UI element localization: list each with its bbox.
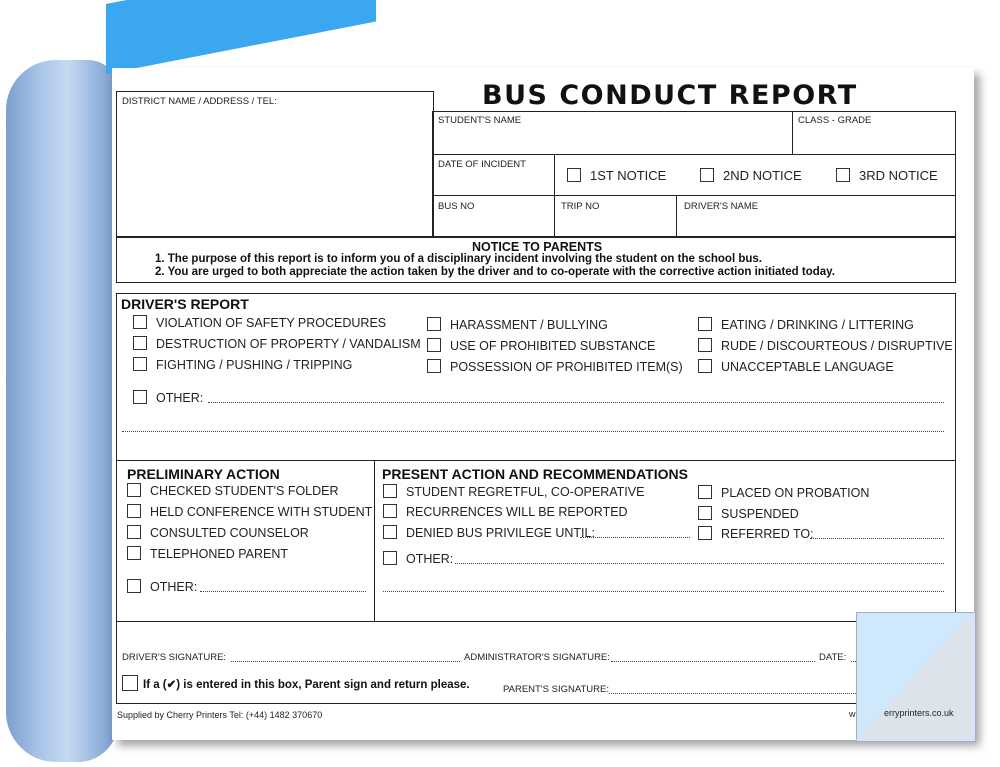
report-option[interactable]: USE OF PROHIBITED SUBSTANCE — [427, 338, 655, 353]
present-option[interactable]: SUSPENDED — [698, 506, 799, 521]
student-name-label: STUDENT'S NAME — [438, 115, 522, 126]
present-other-line-2[interactable] — [383, 591, 944, 592]
administrators-signature-line[interactable] — [611, 661, 815, 662]
parent-return-note: If a (✔) is entered in this box, Parent sign and return please. — [143, 679, 470, 691]
form-title: BUS CONDUCT REPORT — [482, 80, 858, 111]
present-other-line[interactable] — [455, 563, 944, 564]
report-option[interactable]: EATING / DRINKING / LITTERING — [698, 317, 914, 332]
supplier-footer: Supplied by Cherry Printers Tel: (+44) 1482 370670 — [117, 710, 323, 720]
present-other-checkbox[interactable]: OTHER: — [383, 551, 453, 566]
notice-2nd-checkbox[interactable]: 2ND NOTICE — [700, 168, 802, 183]
district-box[interactable] — [116, 91, 434, 238]
bus-no-label: BUS NO — [438, 201, 475, 212]
report-option[interactable]: HARASSMENT / BULLYING — [427, 317, 608, 332]
parents-signature-label: PARENT'S SIGNATURE: — [503, 684, 609, 695]
notice-heading: NOTICE TO PARENTS — [472, 240, 603, 254]
notice-line-1: 1. The purpose of this report is to inform you of a disciplinary incident involving the student on the school bus. — [155, 253, 762, 265]
report-option[interactable]: FIGHTING / PUSHING / TRIPPING — [133, 357, 352, 372]
drivers-signature-label: DRIVER'S SIGNATURE: — [122, 652, 227, 663]
present-option[interactable]: RECURRENCES WILL BE REPORTED — [383, 504, 628, 519]
referred-to-line[interactable] — [810, 538, 944, 539]
present-action-heading: PRESENT ACTION AND RECOMMENDATIONS — [382, 466, 688, 482]
present-option[interactable]: DENIED BUS PRIVILEGE UNTIL: — [383, 525, 595, 540]
report-option[interactable]: VIOLATION OF SAFETY PROCEDURES — [133, 315, 386, 330]
class-grade-label: CLASS - GRADE — [798, 115, 872, 126]
bus-privilege-until-line[interactable] — [580, 537, 690, 538]
report-other-line[interactable] — [208, 402, 944, 403]
preliminary-option[interactable]: TELEPHONED PARENT — [127, 546, 288, 561]
district-label: DISTRICT NAME / ADDRESS / TEL: — [122, 96, 277, 107]
report-other-line-2[interactable] — [122, 431, 944, 432]
pad-spine — [6, 60, 118, 762]
report-option[interactable]: UNACCEPTABLE LANGUAGE — [698, 359, 894, 374]
trip-no-label: TRIP NO — [561, 201, 600, 212]
date-label: DATE: — [819, 652, 847, 663]
date-of-incident-label: DATE OF INCIDENT — [438, 159, 526, 170]
blue-back-page — [106, 0, 376, 74]
administrators-signature-label: ADMINISTRATOR'S SIGNATURE: — [464, 652, 610, 663]
present-option[interactable]: PLACED ON PROBATION — [698, 485, 869, 500]
drivers-report-heading: DRIVER'S REPORT — [121, 296, 249, 312]
parents-signature-line[interactable] — [609, 693, 856, 694]
preliminary-option[interactable]: CONSULTED COUNSELOR — [127, 525, 309, 540]
report-option[interactable]: RUDE / DISCOURTEOUS / DISRUPTIVE — [698, 338, 953, 353]
preliminary-other-checkbox[interactable]: OTHER: — [127, 579, 197, 594]
present-option[interactable]: REFERRED TO: — [698, 526, 814, 541]
preliminary-option[interactable]: CHECKED STUDENT'S FOLDER — [127, 483, 339, 498]
website-footer-right: erryprinters.co.uk — [884, 708, 954, 718]
report-option[interactable]: DESTRUCTION OF PROPERTY / VANDALISM — [133, 336, 421, 351]
drivers-signature-line[interactable] — [231, 661, 460, 662]
notice-3rd-checkbox[interactable]: 3RD NOTICE — [836, 168, 938, 183]
preliminary-option[interactable]: HELD CONFERENCE WITH STUDENT — [127, 504, 372, 519]
report-option[interactable]: POSSESSION OF PROHIBITED ITEM(S) — [427, 359, 683, 374]
drivers-name-label: DRIVER'S NAME — [684, 201, 759, 212]
website-footer-left: w — [849, 709, 856, 719]
notice-line-2: 2. You are urged to both appreciate the action taken by the driver and to co-operate with the corrective action initiated today. — [155, 266, 835, 278]
preliminary-action-heading: PRELIMINARY ACTION — [127, 466, 280, 482]
present-option[interactable]: STUDENT REGRETFUL, CO-OPERATIVE — [383, 484, 644, 499]
report-other-checkbox[interactable]: OTHER: — [133, 390, 203, 405]
page-curl — [856, 612, 974, 740]
preliminary-other-line[interactable] — [200, 591, 366, 592]
notice-1st-checkbox[interactable]: 1ST NOTICE — [567, 168, 666, 183]
